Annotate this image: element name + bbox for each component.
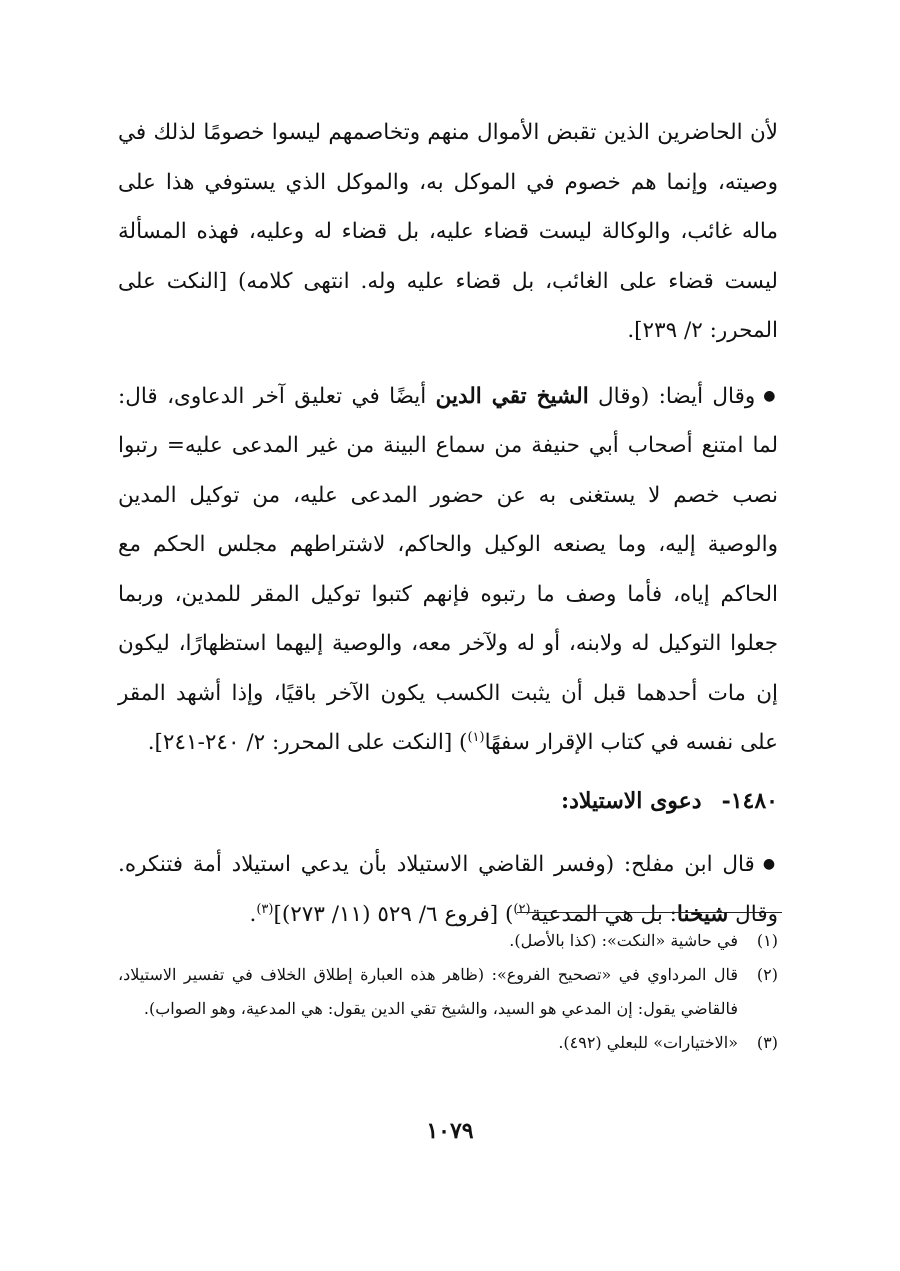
bullet-icon: ● <box>763 387 779 404</box>
section-number: ١٤٨٠- <box>721 787 778 814</box>
paragraph-2-rest: أيضًا في تعليق آخر الدعاوى، قال: لما امتنع أصحاب أبي حنيفة من سماع البينة من غير المدعى عليه= رتبوا نصب خصم لا يستغنى به عن حضور المدعى عليه، من توكيل المدين والوصية إليه، وما يصنعه الوكيل والحاكم، لاشتراطهم مجلس الحكم مع الحاكم إياه، فأما وصف ما رتبوه فإنهم كتبوا توكيل المقر للمدين، وربما جعلوا التوكيل له ولابنه، أو له ولآخر معه، والوصية إليهما استظهارًا، ليكون إن مات أحدهما قبل أن يثبت الكسب يكون الآخر باقيًا، وإذا أشهد المقر على نفسه في كتاب الإقرار سفهًا <box>118 383 778 756</box>
paragraph-1 <box>118 108 778 356</box>
paragraph-3-end: . <box>249 901 257 927</box>
paragraph-3-lead: قال ابن مفلح: (وفسر القاضي الاستيلاد بأن يدعي استيلاد أمة فتنكره. وقال <box>118 851 778 927</box>
footnote-number: (٢) <box>756 965 778 984</box>
paragraph-2 <box>118 372 778 768</box>
footnote-1 <box>118 924 778 958</box>
main-text <box>118 108 778 939</box>
section-heading <box>118 778 778 824</box>
footnote-3 <box>118 1026 778 1060</box>
section-title: دعوى الاستيلاد: <box>561 787 702 814</box>
paragraph-2-bold: الشيخ تقي الدين <box>435 383 589 409</box>
paragraph-3-bold: شيخنا <box>676 901 729 927</box>
footnote-number: (٣) <box>756 1033 778 1052</box>
paragraph-1-text: لأن الحاضرين الذين تقبض الأموال منهم وتخاصمهم ليسوا خصومًا لذلك في وصيته، وإنما هم خصوم في الموكل به، والموكل الذي يستوفي هذا على ماله غائب، والوكالة ليست قضاء عليه، بل قضاء له وعليه، فهذه المسألة ليست قضاء على الغائب، بل قضاء عليه وله. انتهى كلامه) [النكت على المحرر: ٢/ ٢٣٩]. <box>118 120 778 343</box>
footnote-ref-2: (٢) <box>513 901 531 917</box>
bullet-icon: ● <box>762 856 778 872</box>
footnote-text: «الاختيارات» للبعلي (٤٩٢). <box>558 1033 738 1052</box>
footnote-text: في حاشية «النكت»: (كذا بالأصل). <box>509 931 738 950</box>
footnote-number: (١) <box>756 931 778 950</box>
page-number: ١٠٧٩ <box>426 1118 474 1144</box>
footnote-text: قال المرداوي في «تصحيح الفروع»: (ظاهر هذه العبارة إطلاق الخلاف في تفسير الاستيلاد، فالقاضي يقول: إن المدعي هو السيد، والشيخ تقي الدين يقول: هي المدعية، وهو الصواب). <box>118 965 738 1018</box>
footnote-2 <box>118 958 778 1026</box>
footnotes <box>118 924 778 1060</box>
paragraph-3-mid: : بل هي المدعية <box>530 901 677 927</box>
paragraph-3-tail: ) [فروع ٦/ ٥٢٩ (١١/ ٢٧٣)] <box>273 901 514 927</box>
footnote-ref-3: (٣) <box>256 901 274 917</box>
paragraph-2-lead: وقال أيضا: (وقال <box>588 383 756 409</box>
footnote-divider <box>517 912 782 913</box>
footnote-ref-1: (١) <box>467 730 485 746</box>
paragraph-2-tail: ) [النكت على المحرر: ٢/ ٢٤٠-٢٤١]. <box>147 730 468 756</box>
